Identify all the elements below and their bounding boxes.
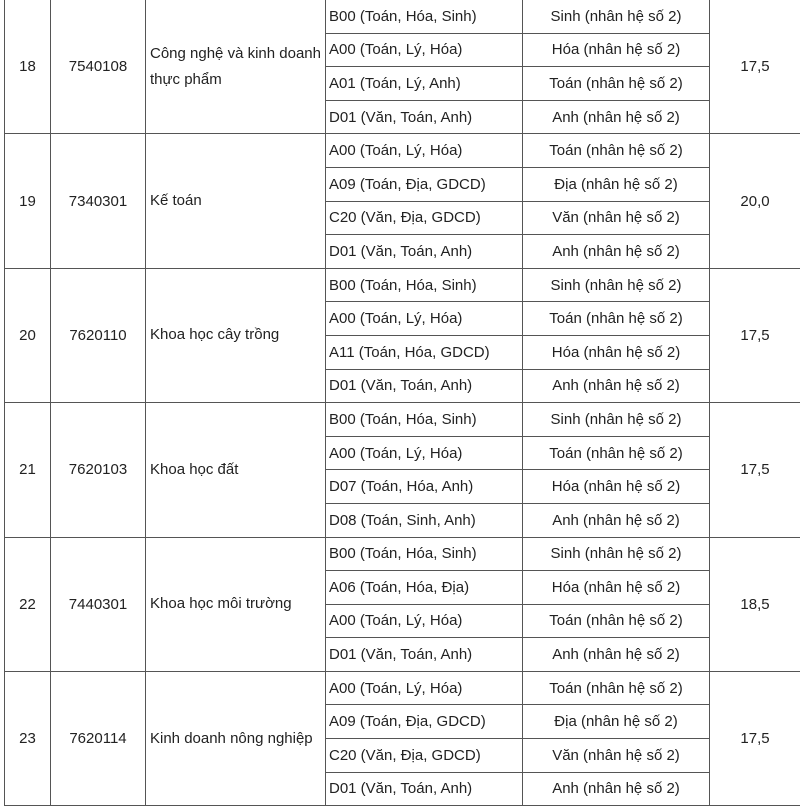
subject-combination: A01 (Toán, Lý, Anh)	[326, 67, 523, 101]
row-number: 20	[5, 268, 51, 402]
subject-combination: B00 (Toán, Hóa, Sinh)	[326, 268, 523, 302]
table-row	[5, 671, 800, 705]
subject-combination: C20 (Văn, Địa, GDCD)	[326, 201, 523, 235]
subject-combination: A06 (Toán, Hóa, Địa)	[326, 571, 523, 605]
subject-combination: A00 (Toán, Lý, Hóa)	[326, 134, 523, 168]
weighted-subject: Toán (nhân hệ số 2)	[523, 302, 710, 336]
weighted-subject: Anh (nhân hệ số 2)	[523, 503, 710, 537]
subject-combination: D01 (Văn, Toán, Anh)	[326, 638, 523, 672]
subject-combination: B00 (Toán, Hóa, Sinh)	[326, 537, 523, 571]
weighted-subject: Hóa (nhân hệ số 2)	[523, 33, 710, 67]
major-name: Khoa học môi trường	[146, 537, 326, 671]
benchmark-score: 18,5	[710, 537, 800, 671]
subject-combination: D01 (Văn, Toán, Anh)	[326, 100, 523, 134]
weighted-subject: Địa (nhân hệ số 2)	[523, 167, 710, 201]
major-code: 7340301	[51, 134, 146, 268]
subject-combination: D01 (Văn, Toán, Anh)	[326, 235, 523, 269]
table-row	[5, 0, 800, 33]
subject-combination: C20 (Văn, Địa, GDCD)	[326, 739, 523, 773]
table-row	[5, 134, 800, 168]
weighted-subject: Hóa (nhân hệ số 2)	[523, 571, 710, 605]
weighted-subject: Anh (nhân hệ số 2)	[523, 369, 710, 403]
subject-combination: D08 (Toán, Sinh, Anh)	[326, 503, 523, 537]
subject-combination: A00 (Toán, Lý, Hóa)	[326, 436, 523, 470]
major-name: Công nghệ và kinh doanh thực phẩm	[146, 0, 326, 134]
weighted-subject: Toán (nhân hệ số 2)	[523, 604, 710, 638]
weighted-subject: Sinh (nhân hệ số 2)	[523, 537, 710, 571]
benchmark-score: 17,5	[710, 671, 800, 805]
weighted-subject: Anh (nhân hệ số 2)	[523, 638, 710, 672]
table-row	[5, 403, 800, 437]
major-name: Khoa học cây trồng	[146, 268, 326, 402]
major-name: Khoa học đất	[146, 403, 326, 537]
major-code: 7620110	[51, 268, 146, 402]
subject-combination: D01 (Văn, Toán, Anh)	[326, 772, 523, 806]
weighted-subject: Toán (nhân hệ số 2)	[523, 436, 710, 470]
weighted-subject: Anh (nhân hệ số 2)	[523, 100, 710, 134]
subject-combination: A00 (Toán, Lý, Hóa)	[326, 604, 523, 638]
table-row	[5, 537, 800, 571]
row-number: 22	[5, 537, 51, 671]
weighted-subject: Sinh (nhân hệ số 2)	[523, 0, 710, 33]
subject-combination: A00 (Toán, Lý, Hóa)	[326, 33, 523, 67]
weighted-subject: Sinh (nhân hệ số 2)	[523, 403, 710, 437]
weighted-subject: Toán (nhân hệ số 2)	[523, 671, 710, 705]
weighted-subject: Toán (nhân hệ số 2)	[523, 134, 710, 168]
subject-combination: B00 (Toán, Hóa, Sinh)	[326, 0, 523, 33]
row-number: 18	[5, 0, 51, 134]
benchmark-score: 17,5	[710, 268, 800, 402]
weighted-subject: Anh (nhân hệ số 2)	[523, 235, 710, 269]
row-number: 21	[5, 403, 51, 537]
major-name: Kinh doanh nông nghiệp	[146, 671, 326, 805]
subject-combination: D01 (Văn, Toán, Anh)	[326, 369, 523, 403]
table-body	[5, 0, 800, 806]
subject-combination: A09 (Toán, Địa, GDCD)	[326, 167, 523, 201]
weighted-subject: Địa (nhân hệ số 2)	[523, 705, 710, 739]
table-row	[5, 268, 800, 302]
weighted-subject: Văn (nhân hệ số 2)	[523, 201, 710, 235]
subject-combination: A11 (Toán, Hóa, GDCD)	[326, 335, 523, 369]
weighted-subject: Anh (nhân hệ số 2)	[523, 772, 710, 806]
subject-combination: B00 (Toán, Hóa, Sinh)	[326, 403, 523, 437]
subject-combination: A09 (Toán, Địa, GDCD)	[326, 705, 523, 739]
subject-combination: A00 (Toán, Lý, Hóa)	[326, 671, 523, 705]
admission-score-table	[4, 0, 800, 806]
weighted-subject: Hóa (nhân hệ số 2)	[523, 470, 710, 504]
major-name: Kế toán	[146, 134, 326, 268]
weighted-subject: Sinh (nhân hệ số 2)	[523, 268, 710, 302]
subject-combination: D07 (Toán, Hóa, Anh)	[326, 470, 523, 504]
row-number: 19	[5, 134, 51, 268]
benchmark-score: 17,5	[710, 403, 800, 537]
subject-combination: A00 (Toán, Lý, Hóa)	[326, 302, 523, 336]
benchmark-score: 20,0	[710, 134, 800, 268]
weighted-subject: Toán (nhân hệ số 2)	[523, 67, 710, 101]
major-code: 7620103	[51, 403, 146, 537]
weighted-subject: Văn (nhân hệ số 2)	[523, 739, 710, 773]
weighted-subject: Hóa (nhân hệ số 2)	[523, 335, 710, 369]
major-code: 7440301	[51, 537, 146, 671]
benchmark-score: 17,5	[710, 0, 800, 134]
major-code: 7620114	[51, 671, 146, 805]
row-number: 23	[5, 671, 51, 805]
major-code: 7540108	[51, 0, 146, 134]
